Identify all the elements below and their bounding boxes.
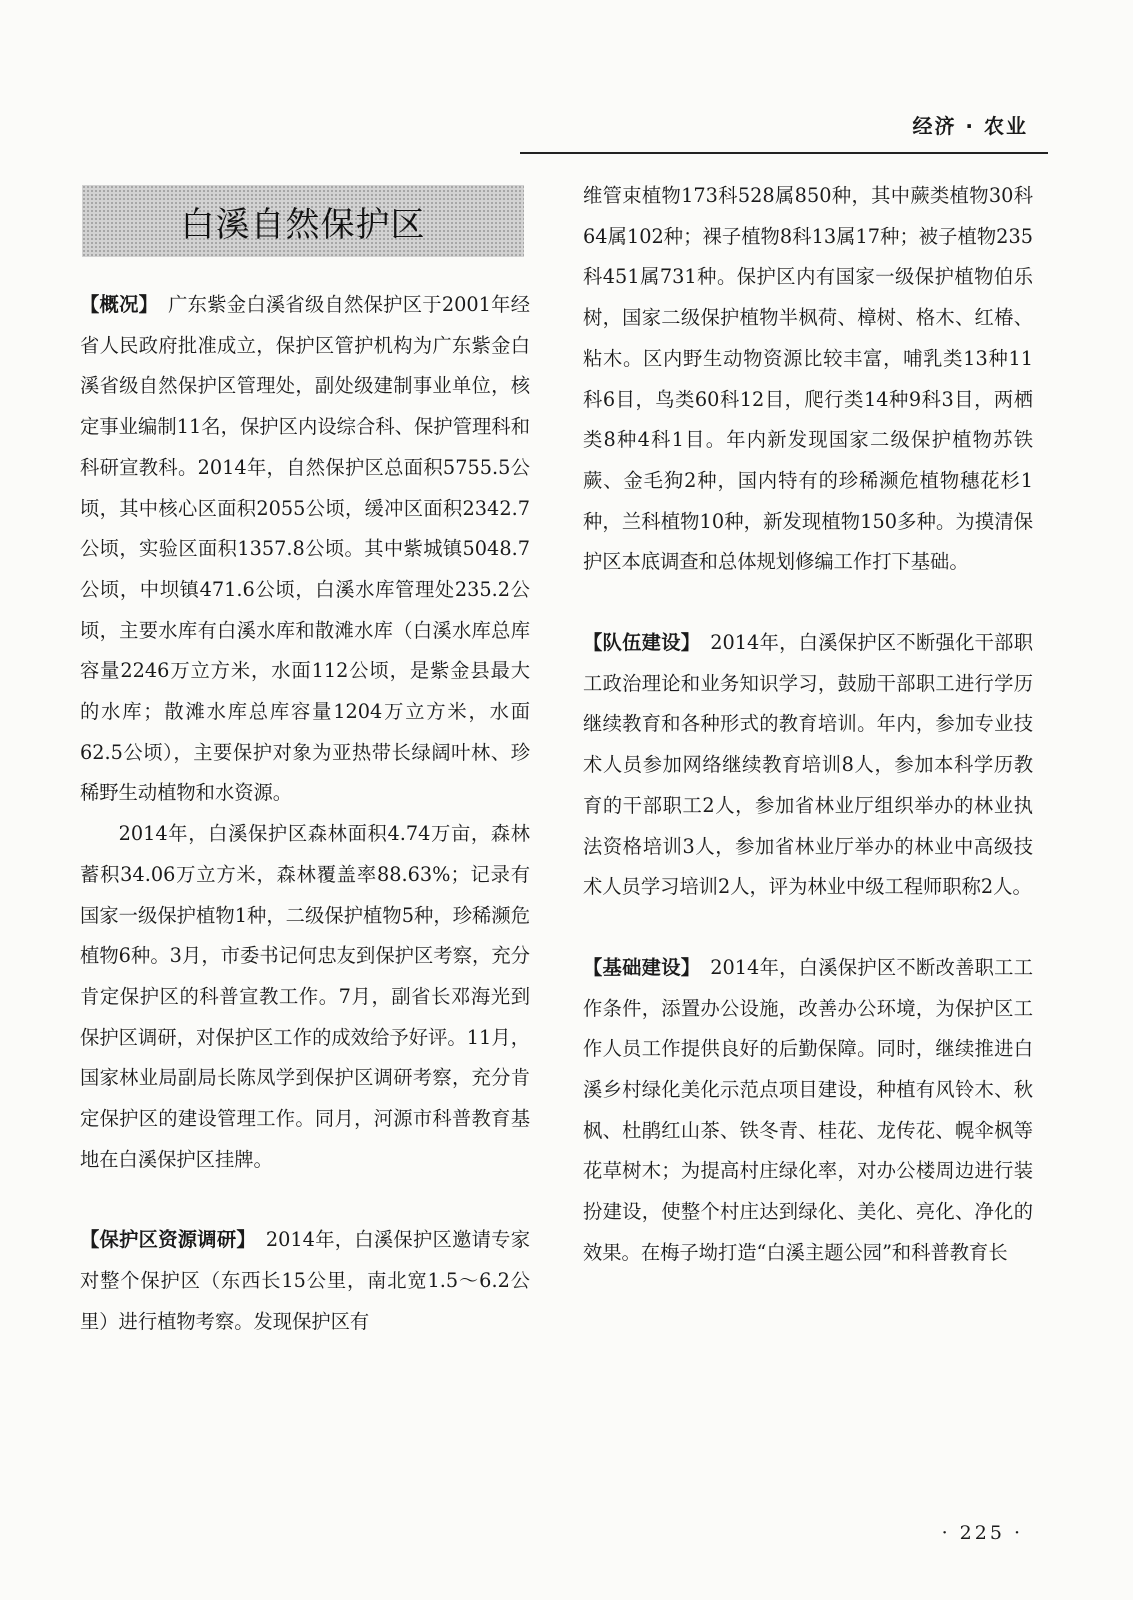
infrastructure-text: 2014年，白溪保护区不断改善职工工作条件，添置办公设施，改善办公环境，为保护区工作人员工作提供良好的后勤保障。同时，继续推进白溪乡村绿化美化示范点项目建设，种植有风铃木、秋枫、杜鹃红山茶、铁冬青、桂花、龙传花、幌伞枫等花草树木；为提高村庄绿化率，对办公楼周边进行装扮建设，使整个村庄达到绿化、美化、亮化、净化的效果。在梅子坳打造“白溪主题公园”和科普教育长 <box>583 955 1034 1264</box>
right-column <box>583 176 1033 1274</box>
section-head-overview: 【概况】 <box>80 293 149 316</box>
paragraph-team <box>583 623 1033 908</box>
resource-survey-text: 2014年，白溪保护区邀请专家对整个保护区（东西长15公里，南北宽1.5～6.2公里）进行植物考察。发现保护区有 <box>80 1228 530 1333</box>
section-head-team: 【队伍建设】 <box>583 631 691 655</box>
section-header: 经济 · 农业 <box>912 114 1028 138</box>
page-number: · 225 · <box>941 1522 1023 1544</box>
header-rule <box>520 152 1048 154</box>
paragraph-plants: 维管束植物173科528属850种，其中蕨类植物30科64属102种；裸子植物8科13属17种；被子植物235科451属731种。保护区内有国家一级保护植物伯乐树，国家二级保护植物半枫荷、樟树、格木、红椿、粘木。区内野生动物资源比较丰富，哺乳类13种11科6目，鸟类60科12目，爬行类14种9科3目，两栖类8种4科1目。年内新发现国家二级保护植物苏铁蕨、金毛狗2种，国内特有的珍稀濒危植物穗花杉1种，兰科植物10种，新发现植物150多种。为摸清保护区本底调查和总体规划修编工作打下基础。 <box>583 184 1033 574</box>
left-column <box>80 285 530 1343</box>
paragraph-overview <box>80 285 530 814</box>
article-title: 白溪自然保护区 <box>180 204 426 245</box>
paragraph-resource-survey <box>80 1220 530 1342</box>
section-head-infrastructure: 【基础建设】 <box>583 955 691 979</box>
paragraph-infrastructure <box>583 948 1033 1274</box>
overview-text: 广东紫金白溪省级自然保护区于2001年经省人民政府批准成立，保护区管护机构为广东紫金白溪省级自然保护区管理处，副处级建制事业单位，核定事业编制11名，保护区内设综合科、保护管理科和科研宣教科。2014年，自然保护区总面积5755.5公顷，其中核心区面积2055公顷，缓冲区面积2342.7公顷，实验区面积1357.8公顷。其中紫城镇5048.7公顷，中坝镇471.6公顷，白溪水库管理处235.2公顷，主要水库有白溪水库和散滩水库（白溪水库总库容量2246万立方米，水面112公顷，是紫金县最大的水库；散滩水库总库容量1204万立方米，水面62.5公顷），主要保护对象为亚热带长绿阔叶林、珍稀野生动植物和水资源。 <box>80 293 531 805</box>
paragraph-forest: 2014年，白溪保护区森林面积4.74万亩，森林蓄积34.06万立方米，森林覆盖率88.63%；记录有国家一级保护植物1种，二级保护植物5种，珍稀濒危植物6种。3月，市委书记何忠友到保护区考察，充分肯定保护区的科普宣教工作。7月，副省长邓海光到保护区调研，对保护区工作的成效给予好评。11月，国家林业局副局长陈凤学到保护区调研考察，充分肯定保护区的建设管理工作。同月，河源市科普教育基地在白溪保护区挂牌。 <box>80 822 530 1171</box>
section-head-resource-survey: 【保护区资源调研】 <box>80 1228 247 1252</box>
team-text: 2014年，白溪保护区不断强化干部职工政治理论和业务知识学习，鼓励干部职工进行学历继续教育和各种形式的教育培训。年内，参加专业技术人员参加网络继续教育培训8人，参加本科学历教育的干部职工2人，参加省林业厅组织举办的林业执法资格培训3人，参加省林业厅举办的林业中高级技术人员学习培训2人，评为林业中级工程师职称2人。 <box>583 631 1034 899</box>
title-box <box>82 185 524 257</box>
